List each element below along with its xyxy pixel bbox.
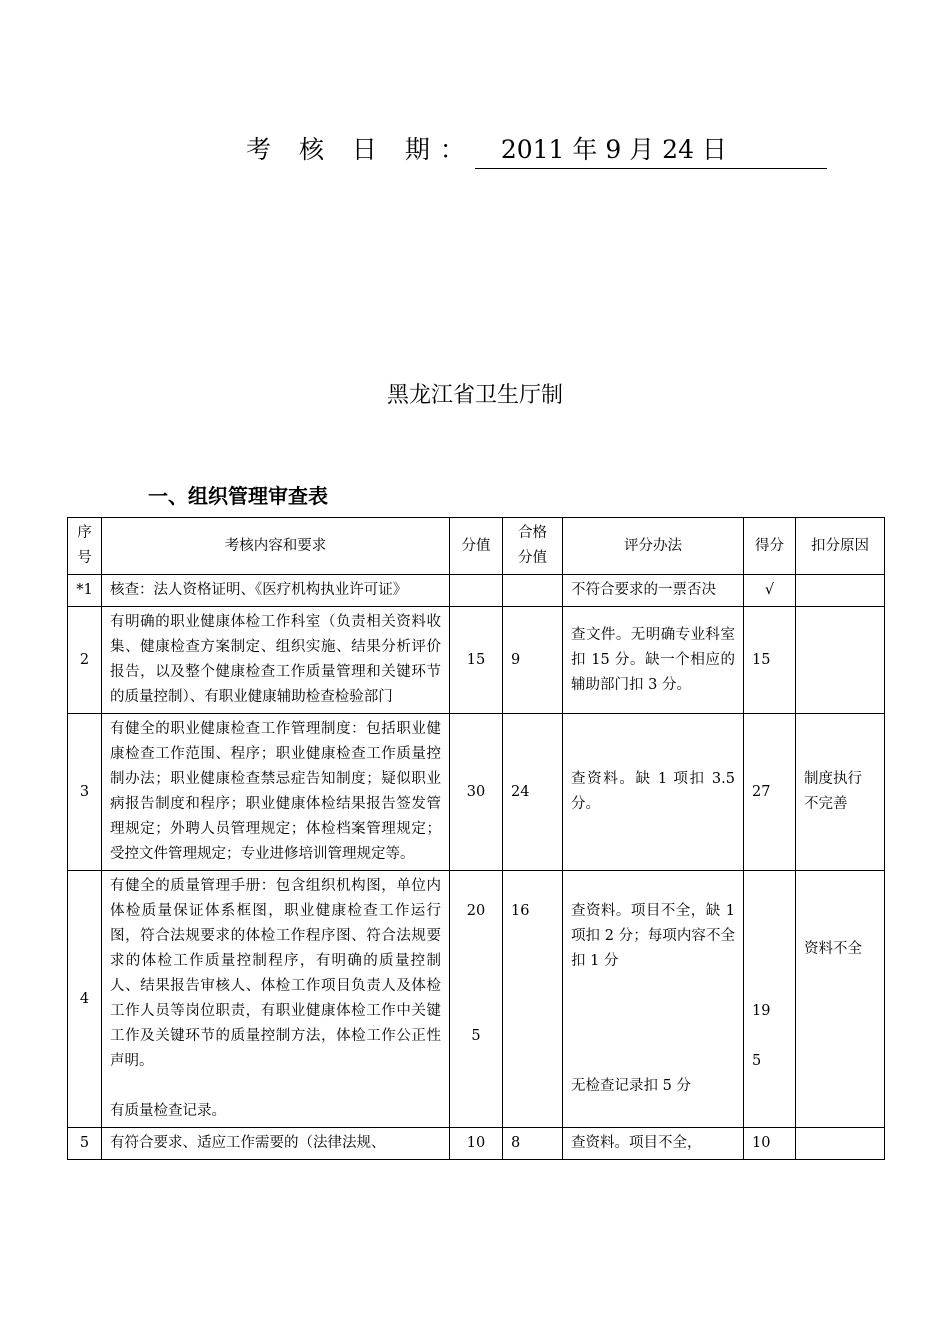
- exam-date-line: [246, 130, 827, 169]
- row-reason: 制度执行不完善: [796, 714, 885, 871]
- row-no: 2: [68, 607, 102, 714]
- table-row: [68, 714, 885, 871]
- row-method: 不符合要求的一票否决: [563, 575, 744, 607]
- row-score: 10: [450, 1128, 503, 1160]
- exam-date-label: 考 核 日 期：: [246, 135, 475, 164]
- row-content: 核查：法人资格证明、《医疗机构执业许可证》: [102, 575, 450, 607]
- row-method: 查资料。缺 1 项扣 3.5 分。: [563, 714, 744, 871]
- row-method: 查资料。项目不全，缺 1 项扣 2 分；每项内容不全扣 1 分: [571, 903, 735, 969]
- row-score: [450, 575, 503, 607]
- table-row: [68, 1128, 885, 1160]
- row-method-cell: [563, 871, 744, 1128]
- row-reason: 资料不全: [804, 941, 862, 957]
- row-method: 查文件。无明确专业科室扣 15 分。缺一个相应的辅助部门扣 3 分。: [563, 607, 744, 714]
- section-title: 一、组织管理审查表: [148, 484, 328, 508]
- header-content: 考核内容和要求: [102, 518, 450, 575]
- table-row: [68, 575, 885, 607]
- row-got: 19: [752, 1003, 771, 1019]
- table-row: [68, 607, 885, 714]
- row-reason: [796, 575, 885, 607]
- row-got-extra: 5: [752, 1053, 762, 1069]
- row-got-cell: [744, 871, 796, 1128]
- row-pass-score: [503, 575, 563, 607]
- header-reason: 扣分原因: [796, 518, 885, 575]
- row-score: 20: [466, 903, 486, 919]
- row-reason-cell: [796, 871, 885, 1128]
- row-score: 15: [450, 607, 503, 714]
- row-pass-score: 8: [503, 1128, 563, 1160]
- row-score-extra: 5: [471, 1028, 481, 1044]
- row-got: 27: [744, 714, 796, 871]
- row-pass-score-cell: [503, 871, 563, 1128]
- row-got: 15: [744, 607, 796, 714]
- row-content: 有健全的质量管理手册：包含组织机构图，单位内体检质量保证体系框图，职业健康检查工作运行图，符合法规要求的体检工作程序图、符合法规要求的体检工作质量控制程序，有明确的质量控制人、结果报告审核人、体检工作项目负责人及体检工作人员等岗位职责，有职业健康体检工作中关键工作及关键环节的质量控制方法，体检工作公正性声明。: [110, 878, 441, 1069]
- review-table: [67, 517, 885, 1160]
- row-pass-score: 16: [511, 903, 530, 919]
- header-method: 评分办法: [563, 518, 744, 575]
- row-method: 查资料。项目不全，: [563, 1128, 744, 1160]
- header-pass-score: 合格分值: [503, 518, 563, 575]
- row-no: 5: [68, 1128, 102, 1160]
- row-content: 有明确的职业健康体检工作科室（负责相关资料收集、健康检查方案制定、组织实施、结果分析评价报告，以及整个健康检查工作质量管理和关键环节的质量控制）、有职业健康辅助检查检验部门: [102, 607, 450, 714]
- header-got: 得分: [744, 518, 796, 575]
- row-reason: [796, 607, 885, 714]
- header-score: 分值: [450, 518, 503, 575]
- row-no: 4: [68, 871, 102, 1128]
- table-header-row: [68, 518, 885, 575]
- row-got: √: [744, 575, 796, 607]
- row-score-cell: [450, 871, 503, 1128]
- row-content: 有符合要求、适应工作需要的（法律法规、: [102, 1128, 450, 1160]
- table-row: [68, 871, 885, 1128]
- row-content-cell: [102, 871, 450, 1128]
- row-score: 30: [450, 714, 503, 871]
- row-no: *1: [68, 575, 102, 607]
- row-pass-score: 9: [503, 607, 563, 714]
- row-no: 3: [68, 714, 102, 871]
- row-got: 10: [744, 1128, 796, 1160]
- row-pass-score: 24: [503, 714, 563, 871]
- row-method-extra: 无检查记录扣 5 分: [571, 1078, 691, 1094]
- header-no: 序号: [68, 518, 102, 575]
- row-reason: [796, 1128, 885, 1160]
- issuer-line: 黑龙江省卫生厅制: [386, 383, 563, 408]
- row-content: 有健全的职业健康检查工作管理制度：包括职业健康检查工作范围、程序；职业健康检查工作质量控制办法；职业健康检查禁忌症告知制度；疑似职业病报告制度和程序；职业健康体检结果报告签发管理规定；外聘人员管理规定；体检档案管理规定；受控文件管理规定；专业进修培训管理规定等。: [102, 714, 450, 871]
- row-content-extra: 有质量检查记录。: [110, 1103, 226, 1119]
- exam-date-value: 2011 年 9 月 24 日: [475, 132, 827, 169]
